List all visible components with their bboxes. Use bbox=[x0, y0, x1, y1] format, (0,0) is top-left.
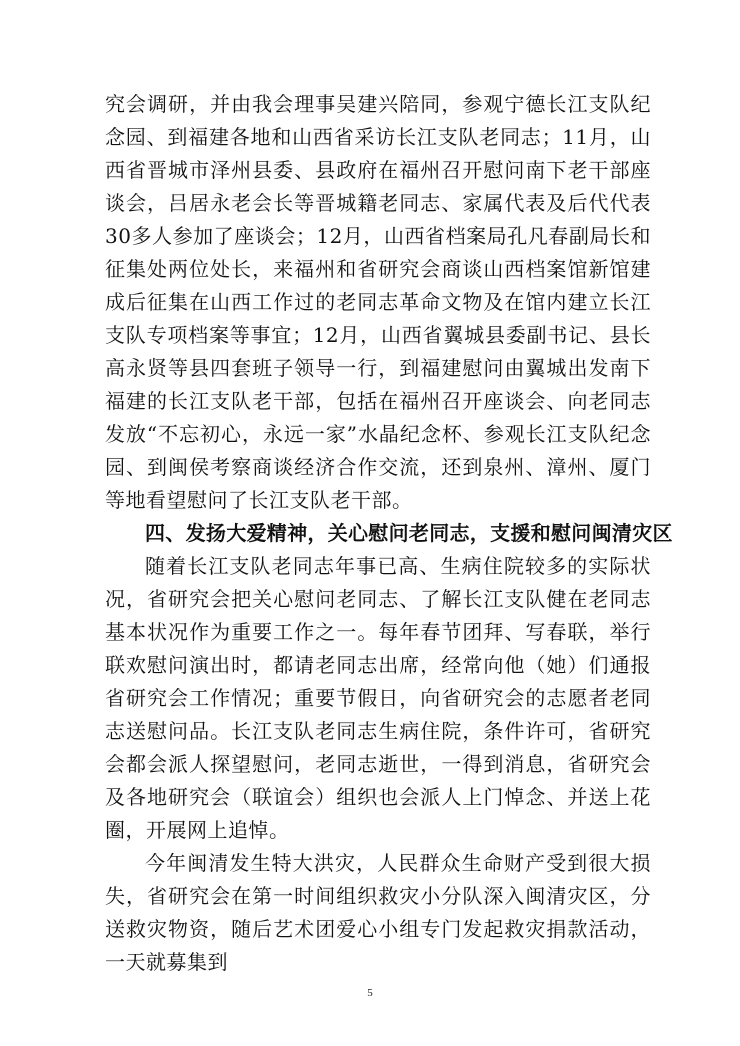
section-heading: 四、发扬大爱精神，关心慰问老同志，支援和慰问闽清灾区 bbox=[145, 521, 673, 545]
document-page bbox=[105, 88, 673, 979]
page-number: 5 bbox=[367, 987, 373, 999]
paragraph-care-for-veterans: 随着长江支队老同志年事已高、生病住院较多的实际状况，省研究会把关心慰问老同志、了解长江支队健在老同志基本状况作为重要工作之一。每年春节团拜、写春联，举行联欢慰问演出时，都请老同志出席，经常向他（她）们通报省研究会工作情况；重要节假日，向省研究会的志愿者老同志送慰问品。长江支队老同志生病住院，条件许可，省研究会都会派人探望慰问，老同志逝世，一得到消息，省研究会及各地研究会（联谊会）组织也会派人上门悼念、并送上花圈，开展网上追悼。 bbox=[105, 554, 651, 842]
paragraph-minqing-flood-relief: 今年闽清发生特大洪灾，人民群众生命财产受到很大损失，省研究会在第一时间组织救灾小分队深入闽清灾区，分送救灾物资，随后艺术团爱心小组专门发起救灾捐款活动，一天就募集到 bbox=[105, 851, 651, 974]
paragraph-continuation: 究会调研，并由我会理事吴建兴陪同，参观宁德长江支队纪念园、到福建各地和山西省采访长江支队老同志；11月，山西省晋城市泽州县委、县政府在福州召开慰问南下老干部座谈会，吕居永老会长等晋城籍老同志、家属代表及后代代表30多人参加了座谈会；12月，山西省档案局孔凡春副局长和征集处两位处长，来福州和省研究会商谈山西档案馆新馆建成后征集在山西工作过的老同志革命文物及在馆内建立长江支队专项档案等事宜；12月，山西省翼城县委副书记、县长高永贤等县四套班子领导一行，到福建慰问由翼城出发南下福建的长江支队老干部，包括在福州召开座谈会、向老同志发放“不忘初心，永远一家”水晶纪念杯、参观长江支队纪念园、到闽侯考察商谈经济合作交流，还到泉州、漳州、厦门等地看望慰问了长江支队老干部。 bbox=[105, 92, 651, 512]
